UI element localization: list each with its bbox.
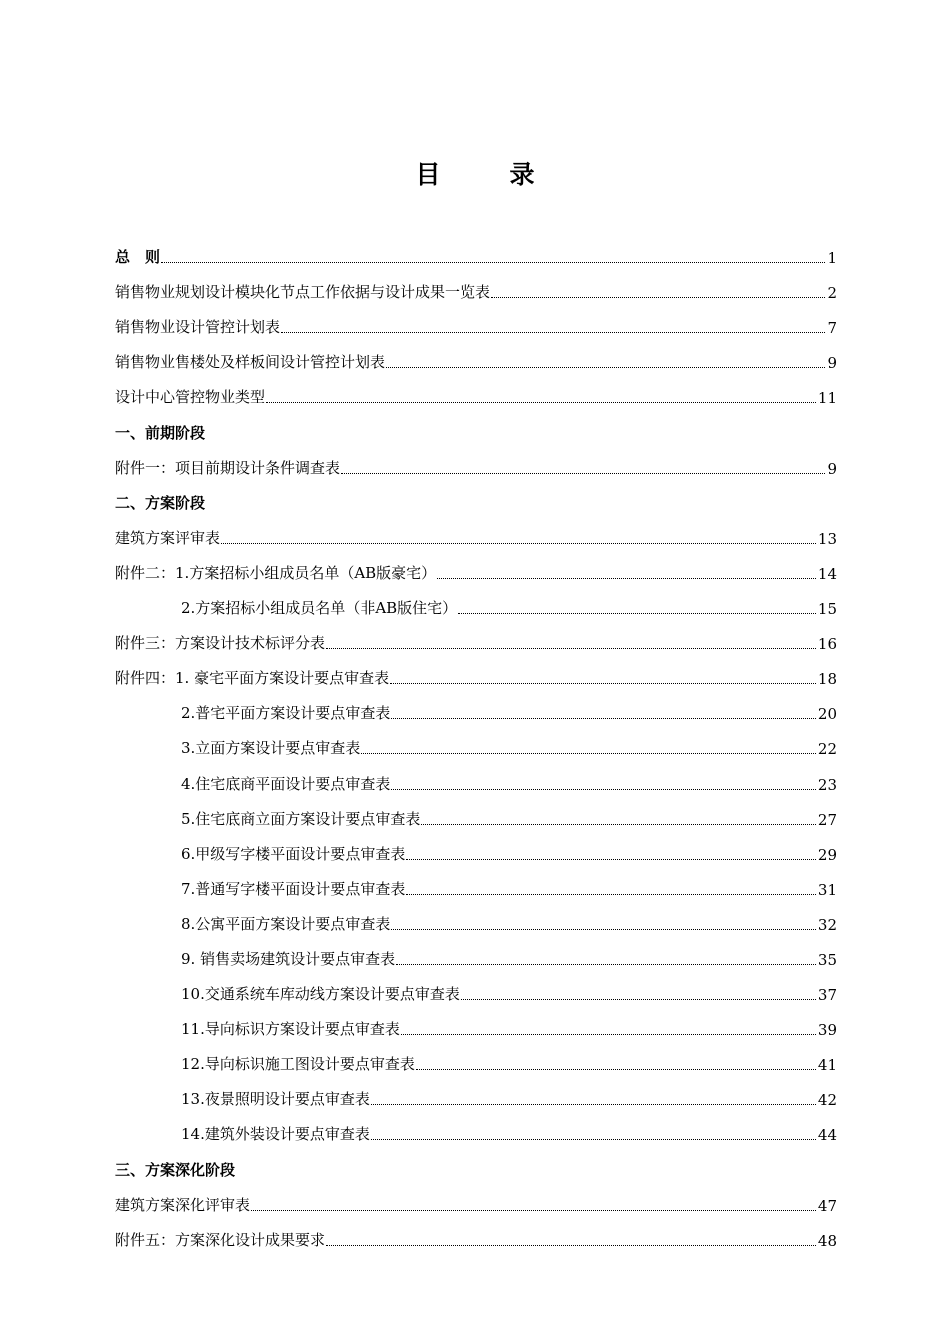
dot-leader: [326, 647, 816, 649]
toc-entry[interactable]: [115, 1180, 837, 1215]
toc-entry-title: 销售物业设计管控计划表: [115, 318, 281, 337]
toc-entry[interactable]: [115, 723, 837, 758]
toc-entry-title: 9. 销售卖场建筑设计要点审查表: [181, 949, 396, 968]
toc-page-number: 15: [817, 600, 837, 619]
toc-entry[interactable]: [115, 618, 837, 653]
dot-leader: [391, 788, 816, 790]
dot-leader: [396, 963, 816, 965]
dot-leader: [458, 612, 816, 614]
toc-entry[interactable]: [115, 443, 837, 478]
toc-entry[interactable]: [115, 372, 837, 407]
toc-entry-title: 5.住宅底商立面方案设计要点审查表: [181, 809, 421, 828]
toc-entry-title: 2.方案招标小组成员名单（非AB版住宅）: [181, 599, 458, 618]
toc-entry-title: 附件三：方案设计技术标评分表: [115, 634, 326, 653]
toc-page-number: 44: [817, 1126, 837, 1145]
dot-leader: [326, 1244, 816, 1246]
toc-entry[interactable]: [115, 302, 837, 337]
toc-entry-title: 1. 豪宅平面方案设计要点审查表: [175, 669, 390, 688]
toc-entry[interactable]: [115, 1074, 837, 1109]
toc-entry[interactable]: [115, 232, 837, 267]
toc-entry-title: 1.方案招标小组成员名单（AB版豪宅）: [175, 563, 437, 582]
toc-entry-title: 6.甲级写字楼平面设计要点审查表: [181, 844, 406, 863]
toc-entry-title: 8.公寓平面方案设计要点审查表: [181, 914, 391, 933]
toc-page-number: 48: [817, 1231, 837, 1250]
toc-entry-title: 14.建筑外装设计要点审查表: [181, 1125, 370, 1144]
toc-page-number: 23: [817, 775, 837, 794]
toc-page-number: 37: [817, 986, 837, 1005]
dot-leader: [266, 401, 816, 403]
dot-leader: [361, 752, 816, 754]
dot-leader: [406, 893, 816, 895]
toc-page-number: 11: [817, 389, 837, 408]
toc-entry-title: 销售物业售楼处及样板间设计管控计划表: [115, 353, 386, 372]
dot-leader: [461, 998, 816, 1000]
toc-page-number: 39: [817, 1021, 837, 1040]
dot-leader: [221, 542, 816, 544]
toc-page-number: 13: [817, 529, 837, 548]
toc-page-number: 31: [817, 880, 837, 899]
toc-entry-prefix: 附件二：: [115, 563, 176, 582]
dot-leader: [371, 1103, 816, 1105]
dot-leader: [421, 823, 816, 825]
toc-entry[interactable]: [115, 864, 837, 899]
toc-entry[interactable]: [115, 969, 837, 1004]
toc-page-number: 14: [817, 564, 837, 583]
toc-page-number: 22: [817, 740, 837, 759]
toc-entry[interactable]: [115, 513, 837, 548]
toc-entry-title: 13.夜景照明设计要点审查表: [181, 1090, 370, 1109]
toc-entry-title: 4.住宅底商平面设计要点审查表: [181, 774, 391, 793]
toc-entry[interactable]: [115, 934, 837, 969]
dot-leader: [406, 858, 816, 860]
toc-page-number: 20: [817, 705, 837, 724]
toc-entry[interactable]: [115, 1004, 837, 1039]
toc-entry[interactable]: [115, 1039, 837, 1074]
toc-page-number: 29: [817, 845, 837, 864]
toc-section-heading: [115, 407, 837, 442]
toc-page-number: 35: [817, 950, 837, 969]
dot-leader: [416, 1068, 816, 1070]
toc-entry-title: 设计中心管控物业类型: [115, 388, 266, 407]
toc-entry[interactable]: [115, 688, 837, 723]
toc-entry[interactable]: [115, 653, 837, 688]
dot-leader: [341, 472, 825, 474]
toc-entry-title: 12.导向标识施工图设计要点审查表: [181, 1055, 415, 1074]
toc-entry[interactable]: [115, 758, 837, 793]
toc-entry-title: 附件一：项目前期设计条件调查表: [115, 458, 341, 477]
toc-entry-title: 销售物业规划设计模块化节点工作依据与设计成果一览表: [115, 283, 491, 302]
toc-page-number: 27: [817, 810, 837, 829]
toc-entry-title: 建筑方案评审表: [115, 528, 221, 547]
toc-entry-title: 总 则: [115, 248, 161, 267]
toc-entry-title: 2.普宅平面方案设计要点审查表: [181, 704, 391, 723]
toc-entry[interactable]: [115, 548, 837, 583]
toc-entry[interactable]: [115, 794, 837, 829]
toc-entry-prefix: 附件四：: [115, 669, 176, 688]
toc-entry-title: 三、方案深化阶段: [115, 1160, 236, 1179]
dot-leader: [281, 331, 825, 333]
toc-entry[interactable]: [115, 829, 837, 864]
toc-entry-title: 7.普通写字楼平面设计要点审查表: [181, 879, 406, 898]
toc-page-number: 9: [827, 459, 837, 478]
toc-entry[interactable]: [115, 337, 837, 372]
toc-page-number: 41: [817, 1056, 837, 1075]
dot-leader: [391, 928, 816, 930]
toc-page-number: 2: [827, 284, 837, 303]
toc-page-number: 18: [817, 670, 837, 689]
toc-page-number: 7: [827, 319, 837, 338]
table-of-contents: [115, 232, 837, 1250]
toc-page-number: 9: [827, 354, 837, 373]
toc-page-number: 16: [817, 635, 837, 654]
toc-page-number: 42: [817, 1091, 837, 1110]
toc-entry-title: 10.交通系统车库动线方案设计要点审查表: [181, 985, 460, 1004]
dot-leader: [401, 1033, 816, 1035]
toc-page-number: 47: [817, 1196, 837, 1215]
dot-leader: [491, 296, 825, 298]
toc-entry[interactable]: [115, 267, 837, 302]
dot-leader: [371, 1138, 816, 1140]
toc-entry-title: 建筑方案深化评审表: [115, 1195, 251, 1214]
dot-leader: [386, 366, 825, 368]
page-title: 目 录: [415, 160, 557, 189]
toc-entry-title: 一、前期阶段: [115, 423, 206, 442]
toc-page-number: 1: [827, 249, 837, 268]
dot-leader: [391, 717, 816, 719]
toc-entry[interactable]: [115, 1109, 837, 1144]
toc-section-heading: [115, 478, 837, 513]
toc-page-number: 32: [817, 915, 837, 934]
toc-entry[interactable]: [115, 1215, 837, 1250]
toc-entry[interactable]: [115, 899, 837, 934]
dot-leader: [161, 261, 825, 263]
dot-leader: [390, 682, 816, 684]
toc-entry[interactable]: [115, 583, 837, 618]
toc-entry-title: 3.立面方案设计要点审查表: [181, 739, 361, 758]
toc-section-heading: [115, 1144, 837, 1179]
toc-entry-title: 二、方案阶段: [115, 493, 206, 512]
dot-leader: [437, 577, 816, 579]
dot-leader: [251, 1209, 816, 1211]
toc-entry-title: 附件五：方案深化设计成果要求: [115, 1230, 326, 1249]
toc-entry-title: 11.导向标识方案设计要点审查表: [181, 1020, 400, 1039]
